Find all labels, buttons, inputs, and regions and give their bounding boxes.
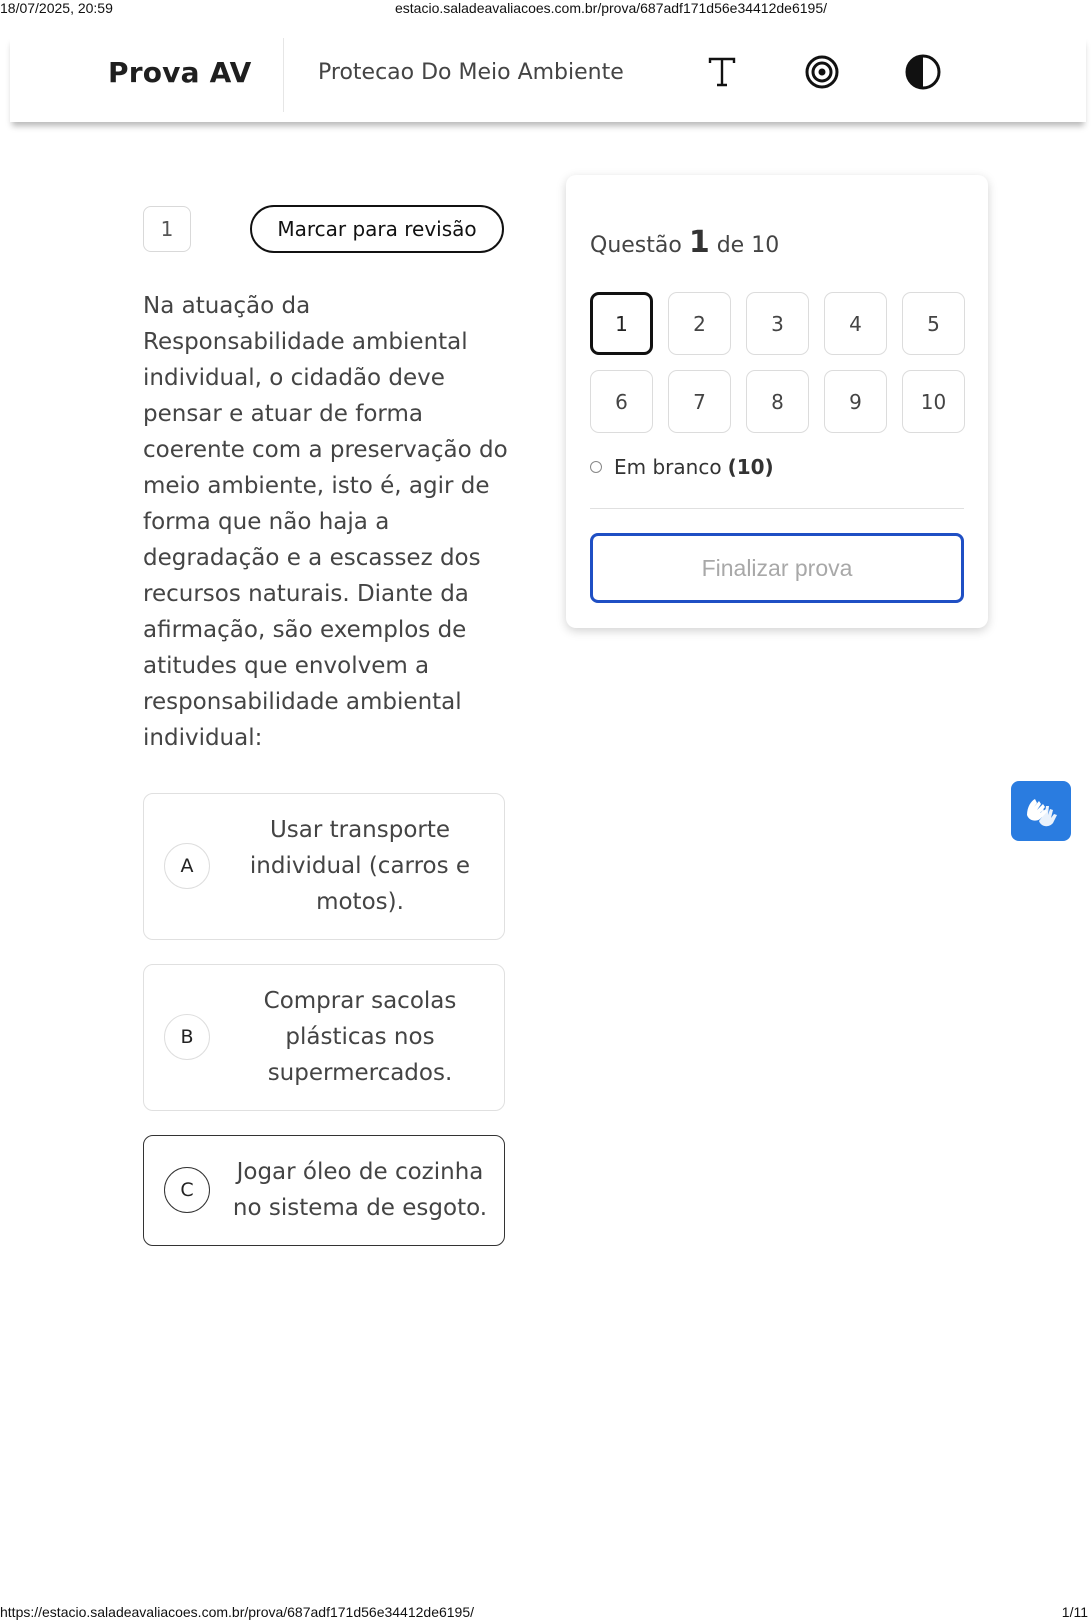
status-circle-icon — [590, 461, 602, 473]
print-url: estacio.saladeavaliacoes.com.br/prova/687adf171d56e34412de6195/ — [395, 0, 827, 16]
question-counter — [590, 225, 779, 260]
question-nav-9[interactable]: 9 — [824, 370, 887, 433]
question-nav-2[interactable]: 2 — [668, 292, 731, 355]
contrast-button[interactable] — [901, 50, 945, 94]
option-a[interactable] — [143, 793, 505, 940]
option-letter: C — [164, 1167, 210, 1213]
option-c[interactable] — [143, 1135, 505, 1246]
counter-suffix: de 10 — [716, 233, 780, 258]
question-nav-4[interactable]: 4 — [824, 292, 887, 355]
question-nav-10[interactable]: 10 — [902, 370, 965, 433]
option-text: Comprar sacolas plásticas nos supermercados. — [263, 988, 457, 1086]
question-nav-5[interactable]: 5 — [902, 292, 965, 355]
question-number-badge: 1 — [143, 206, 191, 252]
mark-for-review-button[interactable]: Marcar para revisão — [250, 205, 504, 253]
question-nav-3[interactable]: 3 — [746, 292, 809, 355]
counter-prefix: Questão — [590, 233, 682, 258]
divider — [283, 38, 284, 112]
panel-divider — [590, 508, 964, 509]
target-icon — [804, 54, 840, 90]
print-footer — [0, 1604, 1092, 1622]
option-b[interactable] — [143, 964, 505, 1111]
accessibility-button[interactable] — [1011, 781, 1071, 841]
option-text: Jogar óleo de cozinha no sistema de esgoto. — [232, 1159, 488, 1221]
option-text: Usar transporte individual (carros e motos). — [249, 817, 471, 915]
brand-title: Prova AV — [108, 56, 252, 89]
sign-language-icon — [1021, 791, 1061, 831]
question-nav-6[interactable]: 6 — [590, 370, 653, 433]
print-page-number: 1/11 — [1061, 1604, 1088, 1620]
status-label: Em branco — [614, 455, 722, 479]
font-size-button[interactable] — [700, 50, 744, 94]
question-nav-1[interactable]: 1 — [590, 292, 653, 355]
option-letter: B — [164, 1014, 210, 1060]
counter-current: 1 — [688, 225, 710, 260]
option-letter: A — [164, 843, 210, 889]
question-text: Na atuação da Responsabilidade ambiental individual, o cidadão deve pensar e atuar de forma coerente com a preservação do meio ambiente, isto é, agir de forma que não haja a degradação e a escassez dos recursos naturais. Diante da afirmação, são exemplos de atitudes que envolvem a responsabilidade ambiental individual: — [143, 293, 508, 751]
print-timestamp: 18/07/2025, 20:59 — [0, 0, 113, 16]
question-nav-7[interactable]: 7 — [668, 370, 731, 433]
print-footer-url: https://estacio.saladeavaliacoes.com.br/prova/687adf171d56e34412de6195/ — [0, 1604, 475, 1620]
finish-exam-button[interactable]: Finalizar prova — [590, 533, 964, 603]
top-bar — [10, 36, 1086, 122]
target-button[interactable] — [800, 50, 844, 94]
status-count: (10) — [727, 455, 774, 479]
print-header — [0, 0, 1092, 16]
navigation-panel — [566, 175, 988, 628]
subject-title: Protecao Do Meio Ambiente — [318, 60, 624, 85]
question-nav-8[interactable]: 8 — [746, 370, 809, 433]
blank-status — [590, 455, 774, 479]
contrast-icon — [904, 53, 942, 91]
font-size-icon — [705, 55, 739, 89]
